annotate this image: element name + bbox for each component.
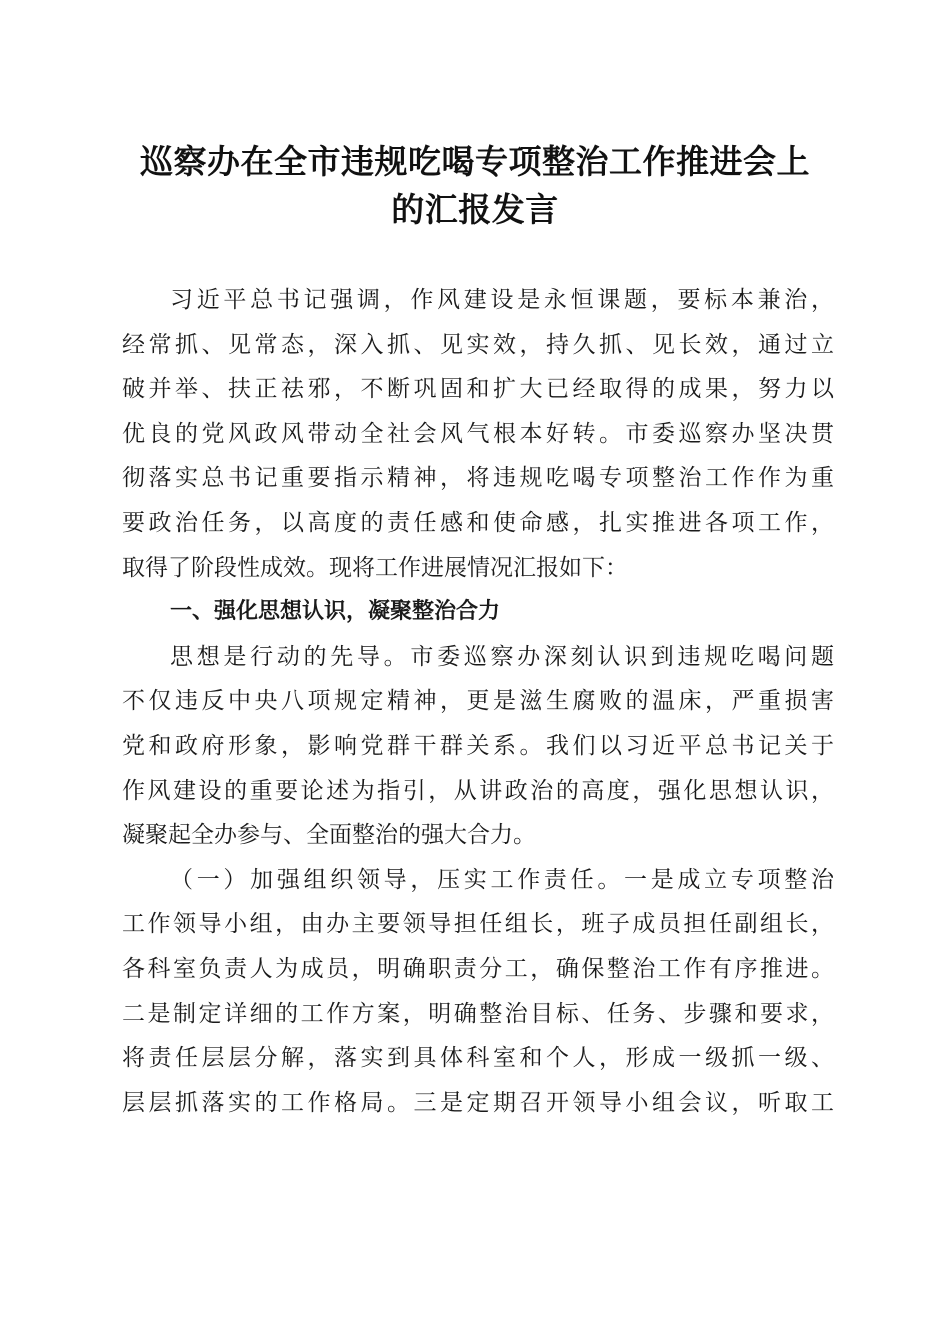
paragraph-line: 彻落实总书记重要指示精神，将违规吃喝专项整治工作作为重 (122, 465, 834, 492)
paragraph-line: 凝聚起全办参与、全面整治的强大合力。 (122, 822, 536, 849)
paragraph-line: 将责任层层分解，落实到具体科室和个人，形成一级抓一级、 (122, 1045, 834, 1072)
paragraph-line: 层层抓落实的工作格局。三是定期召开领导小组会议，听取工 (122, 1089, 834, 1116)
paragraph-line: 优良的党风政风带动全社会风气根本好转。市委巡察办坚决贯 (122, 420, 834, 447)
title-line-2: 的汇报发言 (391, 190, 559, 229)
paragraph-line: 不仅违反中央八项规定精神，更是滋生腐败的温床，严重损害 (122, 688, 834, 715)
paragraph-line: 习近平总书记强调，作风建设是永恒课题，要标本兼治， (170, 287, 834, 313)
paragraph-line: 二是制定详细的工作方案，明确整治目标、任务、步骤和要求， (122, 1000, 834, 1027)
intro-paragraph (122, 278, 834, 590)
paragraph-line: 取得了阶段性成效。现将工作进展情况汇报如下： (122, 554, 628, 581)
paragraph-line: 思想是行动的先导。市委巡察办深刻认识到违规吃喝问题 (170, 643, 834, 670)
paragraph-line: 各科室负责人为成员，明确职责分工，确保整治工作有序推进。 (122, 955, 834, 982)
section1-paragraph (122, 635, 834, 858)
document-body (122, 278, 834, 1125)
paragraph-line: （一）加强组织领导，压实工作责任。一是成立专项整治 (170, 866, 834, 893)
paragraph-line: 破并举、扶正祛邪，不断巩固和扩大已经取得的成果，努力以 (122, 376, 834, 403)
paragraph-line: 党和政府形象，影响党群干群关系。我们以习近平总书记关于 (122, 732, 834, 759)
paragraph-line: 经常抓、见常态，深入抓、见实效，持久抓、见长效，通过立 (122, 331, 834, 358)
section-heading: 一、强化思想认识，凝聚整治合力 (170, 599, 501, 625)
paragraph-line: 作风建设的重要论述为指引，从讲政治的高度，强化思想认识， (122, 777, 834, 804)
paragraph-line: 要政治任务，以高度的责任感和使命感，扎实推进各项工作， (122, 509, 834, 536)
subsection1-paragraph (122, 858, 834, 1126)
paragraph-line: 工作领导小组，由办主要领导担任组长，班子成员担任副组长， (122, 911, 834, 938)
title-line-1: 巡察办在全市违规吃喝专项整治工作推进会上 (140, 142, 810, 181)
page-title (95, 138, 855, 234)
